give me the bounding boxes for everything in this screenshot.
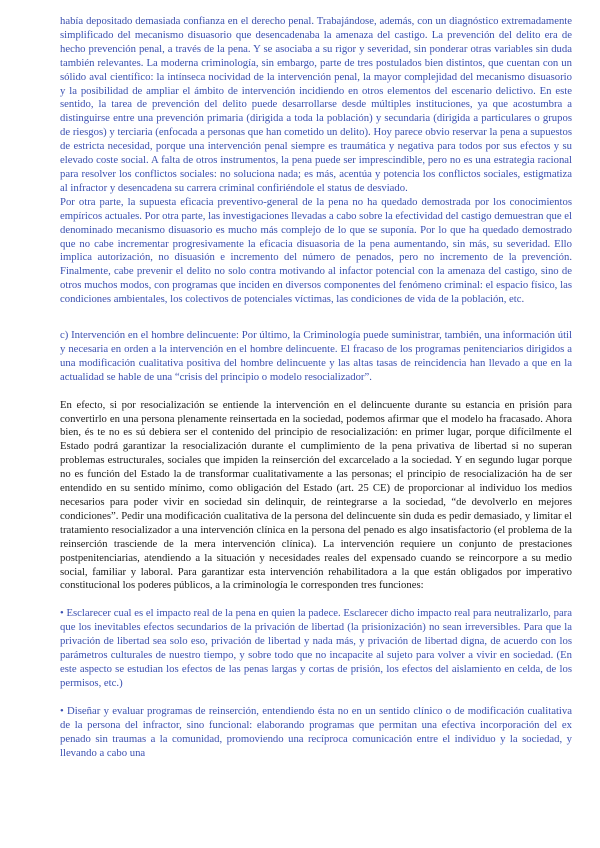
bullet-impact-of-penalty: • Esclarecer cual es el impacto real de la pena en quien la padece. Esclarecer dicho impacto real para neutralizarlo, para que los inevitables efectos secundarios de la privación de libertad (la prisionización) no sean irreversibles. Para que la privación de libertad sea solo eso, privación de libertad y nada más, y privación de libertad digna, de acuerdo con los parámetros culturales de nuestro tiempo, y sobre todo que no incapacite al sujeto para volver a vivir en sociedad. (En este aspecto se estudian los efectos de las penas largas y cortas de prisión, los efectos del aislamiento en celda, de los permisos, etc.) [60,607,572,689]
paragraph-prevention-intro: había depositado demasiada confianza en el derecho penal. Trabajándose, además, con un diagnóstico extremadamente simplificado del mecanismo disuasorio que desencadenaba la amenaza del castigo. La prevención del delito era de hecho prevención penal, a través de la pena. Y se asociaba a su rigor y severidad, sin ponderar otras variables sin duda también relevantes. La moderna criminología, sin embargo, parte de tres postulados bien distintos, que cuentan con un sólido aval científico: la intínseca nocividad de la intervención penal, la mayor complejidad del mecanismo disuasorio y la posibilidad de ampliar el ámbito de intervención incidiendo en otros elementos del escenario delictivo. En este sentido, la tarea de prevención del delito puede desarrollarse desde múltiples instituciones, ya que acostumbra a distinguirse entre una prevención primaria (dirigida a toda la población) y secundaria (dirigida a particulares o grupos de riesgos) y terciaria (enfocada a personas que han cometido un delito). Hoy parece obvio reservar la pena a supuestos de estricta necesidad, porque una intervención penal siempre es traumática y negativa para todos por sus efectos y su elevado coste social. A falta de otros instrumentos, la pena puede ser imprescindible, pero no es una estrategia racional para resolver los conflictos sociales: no soluciona nada; es más, acentúa y potencia los conflictos sociales, estigmatiza al infractor y desencadena su carrera criminal confiriéndole el status de desviado. [60,15,572,194]
bullet-reinsertion-programs: • Diseñar y evaluar programas de reinserción, entendiendo ésta no en un sentido clínico o de modificación cualitativa de la persona del infractor, sino funcional: elaborando programas que permitan una efectiva incorporación del ex penado sin traumas a la comunidad, promoviendo una recíproca comunicación entre el individuo y la sociedad, y llevando a cabo una [60,704,572,759]
paragraph-resocialization: En efecto, si por resocialización se entiende la intervención en el delincuente durante su estancia en prisión para convertirlo en una persona plenamente reinsertada en la sociedad, podemos afirmar que el modelo ha fracasado. Ahora bien, és te no es sú debiera ser el contenido del principio de resocialización: en primer lugar, porque difícilmente el Estado podrá garantizar la resocialización durante el cumplimiento de la pena privativa de libertad si no superan problemas estructurales, sociales que impiden la reinserción del excarcelado a la sociedad. Y en segundo lugar porque no es función del Estado la de transformar cualitativamente a las personas; el principio de resocialización ha de ser entendido en su sentido mínimo, como obligación del Estado (art. 25 CE) de proporcionar al individuo los medios necesarios para poder vivir en sociedad sin delinquir, de reintegrarse a la sociedad, “de devolverlo en mejores condiciones”. Pedir una modificación cualitativa de la persona del delincuente sin duda es pedir demasiado, y limitar el tratamiento resocializador a una intervención clínica en la persona del penado es algo insatisfactorio (el problema de la reinserción trasciende de la mera intervención clínica). La intervención requiere un conjunto de prestaciones postpenitenciarias, atendiendo a la situación y necesidades reales del expensado cuando se reincorpore a su medio social, familiar y laboral. Para garantizar esta intervención rehabilitadora a la que están obligados por imperativo constitucional los poderes públicos, a la criminología le corresponden tres funciones: [60,398,572,592]
document-page [60,15,572,760]
paragraph-general-prevention: Por otra parte, la supuesta eficacia preventivo-general de la pena no ha quedado demostrada por los conocimientos empíricos actuales. Por otra parte, las investigaciones llevadas a cabo sobre la efectividad del castigo demuestran que el denominado mecanismo disuasorio es mucho más complejo de lo que se suponía. Por lo que ha quedado demostrado que no cabe incrementar progresivamente la eficacia disuasoria de la pena aumentando, sin más, su severidad. Ello implica autorización, no disuasión e incremento del número de penados, pero no incremento de la prevención. Finalmente, cabe prevenir el delito no solo contra motivando al infactor potencial con la amenaza del castigo, sino de otros muchos modos, con programas que inciden en diversos componentes del fenómeno criminal: el espacio físico, las condiciones ambientales, los colectivos de potenciales víctimas, las condiciones de vida de la población, etc. [60,195,572,306]
paragraph-intervention-offender: c) Intervención en el hombre delincuente: Por último, la Criminología puede suministrar, también, una información útil y necesaria en orden a la intervención en el hombre delincuente. El fracaso de los programas penitenciarios dirigidos a una modificación cualitativa positiva del hombre delincuente y las altas tasas de reincidencia han llevado a que en la actualidad se hable de una “crisis del principio o modelo resocializador”. [60,329,572,383]
